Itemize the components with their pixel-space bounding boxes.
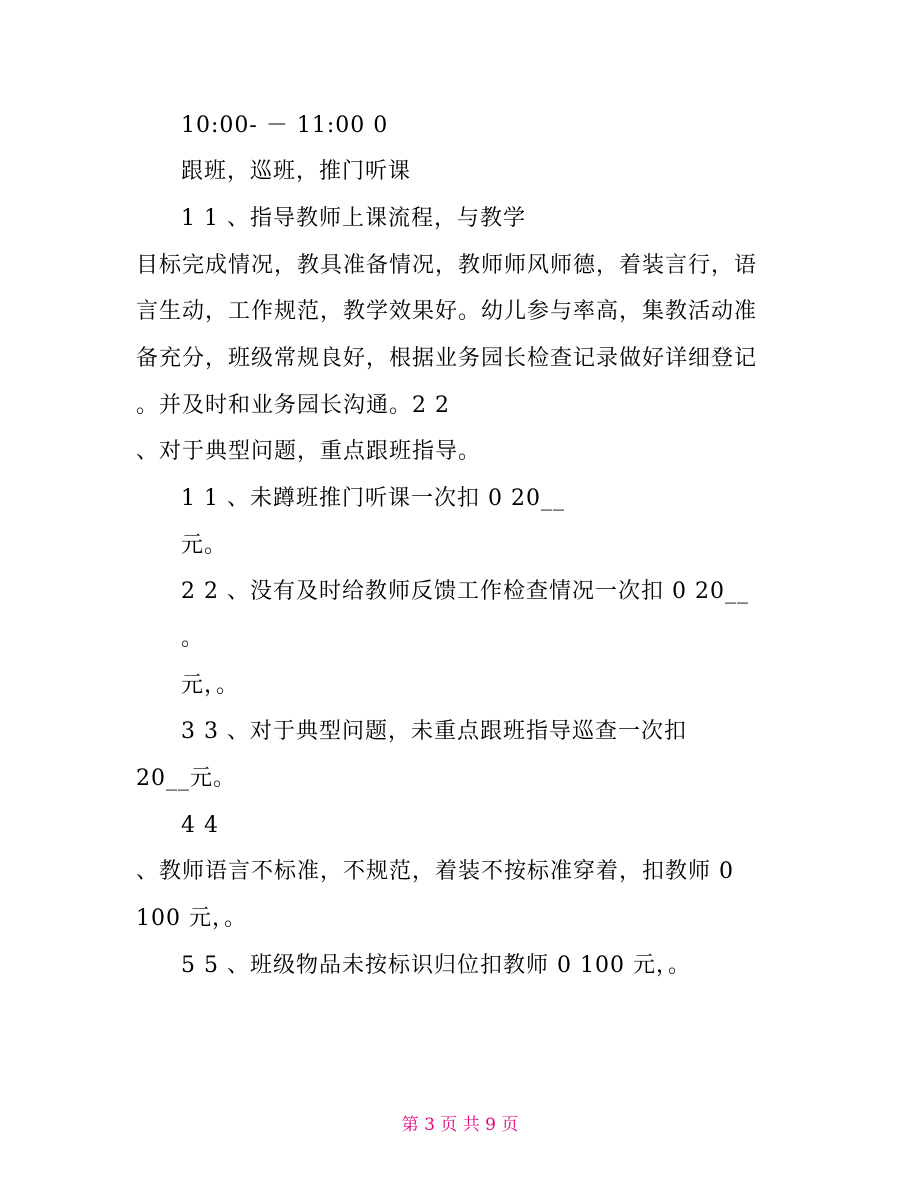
text-line-11: 2 2 、没有及时给教师反馈工作检查情况一次扣 0 20__ bbox=[181, 579, 749, 604]
text-line-4: 目标完成情况，教具准备情况，教师师风师德，着装言行，语 bbox=[136, 253, 758, 278]
text-line-18: 100 元，。 bbox=[136, 906, 247, 931]
text-line-5: 言生动，工作规范，教学效果好。幼儿参与率高，集教活动准 bbox=[136, 299, 758, 324]
text-line-16: 4 4 bbox=[181, 813, 219, 838]
page-number-footer: 第 3 页 共 9 页 bbox=[401, 1115, 519, 1135]
text-line-1: 10:00- － 11:00 0 bbox=[181, 113, 389, 138]
text-line-13: 元，。 bbox=[181, 673, 240, 698]
text-line-9: 1 1 、未蹲班推门听课一次扣 0 20__ bbox=[181, 486, 565, 511]
text-line-2: 跟班，巡班，推门听课 bbox=[181, 159, 412, 184]
text-line-3: 1 1 、指导教师上课流程，与教学 bbox=[181, 206, 526, 231]
text-line-8: 、对于典型问题，重点跟班指导。 bbox=[136, 439, 482, 464]
text-line-17: 、教师语言不标准，不规范，着装不按标准穿着，扣教师 0 bbox=[136, 859, 734, 884]
text-line-6: 备充分，班级常规良好，根据业务园长检查记录做好详细登记 bbox=[136, 346, 758, 371]
text-line-14: 3 3 、对于典型问题，未重点跟班指导巡查一次扣 bbox=[181, 719, 687, 744]
text-line-7: 。并及时和业务园长沟通。2 2 bbox=[136, 393, 450, 418]
text-line-10: 元。 bbox=[181, 533, 228, 558]
text-line-12: 。 bbox=[181, 626, 205, 651]
text-line-19: 5 5 、班级物品未按标识归位扣教师 0 100 元，。 bbox=[181, 953, 691, 978]
text-line-15: 20__元。 bbox=[136, 766, 236, 791]
